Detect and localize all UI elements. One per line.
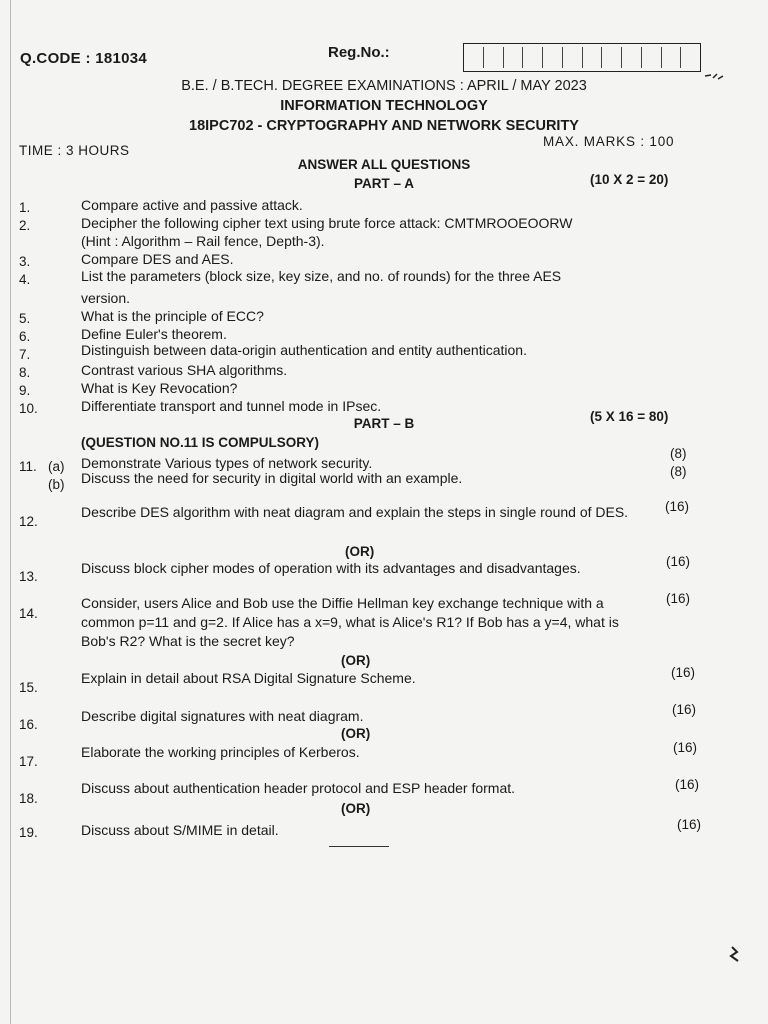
question-marks: (16) (672, 702, 697, 717)
question-code: Q.CODE : 181034 (20, 50, 148, 67)
question-text: Consider, users Alice and Bob use the Diffie Hellman key exchange technique with a common p=11 and g=2. If Alice has a x=9, what is Alice's R1? If Bob has a y=4, what is Bob's R2? What is the secret key? (81, 595, 619, 649)
question-text: What is the principle of ECC? (81, 308, 264, 324)
question-text: Differentiate transport and tunnel mode in IPsec. (81, 398, 382, 414)
question-number: 1. (19, 200, 31, 215)
question-marks: (16) (675, 777, 700, 792)
subject-title: 18IPC702 - CRYPTOGRAPHY AND NETWORK SECURITY (189, 118, 579, 134)
question-marks: (8) (670, 464, 687, 479)
reg-no-boxes (463, 43, 701, 72)
question-number: 15. (19, 680, 38, 695)
question-number: 11. (19, 459, 37, 474)
question-text: Define Euler's theorem. (81, 326, 227, 342)
question-text: Distinguish between data-origin authentication and entity authentication. (81, 342, 527, 358)
time-label: TIME : 3 HOURS (19, 143, 130, 158)
max-marks: MAX. MARKS : 100 (543, 134, 675, 149)
or-separator: (OR) (341, 801, 371, 816)
sub-question-label: (b) (48, 477, 65, 492)
sub-question-label: (a) (48, 459, 65, 474)
scan-mark (703, 70, 725, 84)
question-number: 3. (19, 254, 31, 269)
or-separator: (OR) (341, 726, 371, 741)
or-separator: (OR) (341, 653, 371, 668)
question-number: 2. (19, 218, 31, 233)
compulsory-note: (QUESTION NO.11 IS COMPULSORY) (81, 435, 320, 450)
question-number: 12. (19, 514, 38, 529)
question-text: Elaborate the working principles of Kerberos. (81, 744, 360, 760)
question-number: 5. (19, 311, 31, 326)
question-marks: (16) (666, 591, 691, 606)
part-a-marks: (10 X 2 = 20) (590, 172, 669, 187)
question-number: 4. (19, 272, 31, 287)
question-text: Contrast various SHA algorithms. (81, 362, 288, 378)
question-number: 13. (19, 569, 38, 584)
end-rule (329, 846, 389, 847)
question-number: 10. (19, 401, 38, 416)
question-number: 19. (19, 825, 38, 840)
instruction: ANSWER ALL QUESTIONS (297, 157, 471, 172)
question-text: What is Key Revocation? (81, 380, 238, 396)
reg-no-label: Reg.No.: (328, 44, 390, 61)
question-text: Discuss about S/MIME in detail. (81, 822, 279, 838)
question-text: Demonstrate Various types of network security. (81, 455, 373, 471)
question-marks: (16) (665, 499, 690, 514)
part-b-title: PART – B (353, 416, 415, 431)
question-marks: (16) (671, 665, 696, 680)
question-number: 8. (19, 365, 31, 380)
page-edge (10, 0, 11, 1024)
question-number: 16. (19, 717, 38, 732)
department: INFORMATION TECHNOLOGY (280, 98, 488, 114)
question-marks: (16) (666, 554, 691, 569)
question-number: 18. (19, 791, 38, 806)
question-text: Discuss about authentication header protocol and ESP header format. (81, 780, 516, 796)
question-text: Compare DES and AES. (81, 251, 234, 267)
question-number: 6. (19, 329, 31, 344)
question-number: 17. (19, 754, 38, 769)
scan-mark (728, 944, 742, 966)
question-number: 9. (19, 383, 31, 398)
question-marks: (16) (673, 740, 698, 755)
exam-title: B.E. / B.TECH. DEGREE EXAMINATIONS : APRIL / MAY 2023 (181, 78, 587, 94)
question-text: Discuss the need for security in digital world with an example. (81, 470, 463, 486)
question-number: 7. (19, 347, 31, 362)
question-text: Describe DES algorithm with neat diagram and explain the steps in single round of DES. (81, 504, 629, 520)
question-text-cont: version. (81, 290, 131, 306)
question-text: List the parameters (block size, key size, and no. of rounds) for the three AES (81, 268, 562, 284)
part-a-title: PART – A (353, 176, 414, 191)
or-separator: (OR) (345, 544, 375, 559)
question-marks: (16) (677, 817, 702, 832)
question-hint: (Hint : Algorithm – Rail fence, Depth-3). (81, 233, 325, 249)
question-number: 14. (19, 606, 38, 621)
question-marks: (8) (670, 446, 687, 461)
question-text: Decipher the following cipher text using brute force attack: CMTMROOEOORW (81, 215, 573, 231)
question-text: Discuss block cipher modes of operation with its advantages and disadvantages. (81, 560, 581, 576)
question-text: Explain in detail about RSA Digital Signature Scheme. (81, 670, 416, 686)
part-b-marks: (5 X 16 = 80) (590, 409, 669, 424)
question-text: Compare active and passive attack. (81, 197, 303, 213)
question-text: Describe digital signatures with neat diagram. (81, 708, 364, 724)
